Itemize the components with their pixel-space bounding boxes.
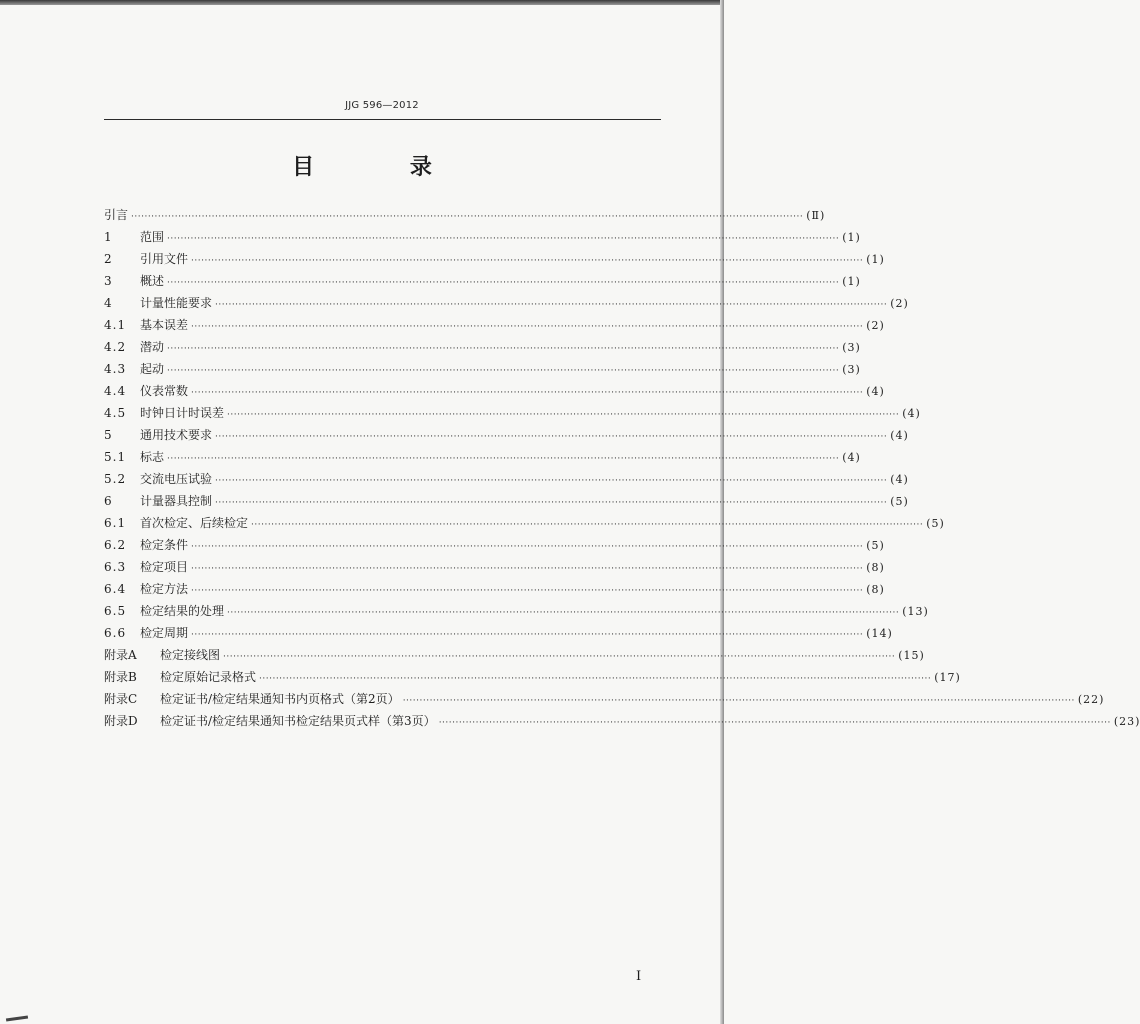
dot-leader: ········································································································································································································ <box>259 674 932 684</box>
toc-entry[interactable] <box>104 622 893 644</box>
dot-leader: ········································································································································································································ <box>227 410 900 420</box>
toc-entry-page: (4) <box>842 451 861 464</box>
toc-entry-label: 引用文件 <box>140 252 189 266</box>
scan-mark <box>6 1015 28 1021</box>
toc-entry-number: 附录D <box>104 714 138 728</box>
toc-entry-label: 检定原始记录格式 <box>160 670 257 684</box>
toc-entry-number: 6.1 <box>104 516 127 530</box>
toc-entry[interactable] <box>104 424 909 446</box>
toc-entry[interactable] <box>104 512 945 534</box>
dot-leader: ········································································································································································································ <box>215 300 888 310</box>
toc-entry-page: (4) <box>902 407 921 420</box>
toc-entry[interactable] <box>104 600 929 622</box>
toc-entry-number: 6.6 <box>104 626 127 640</box>
toc-entry-label: 潜动 <box>140 340 165 354</box>
toc-entry-page: (8) <box>866 561 885 574</box>
page-number: I <box>636 969 642 984</box>
toc-entry[interactable] <box>104 666 961 688</box>
dot-leader: ········································································································································································································ <box>251 520 924 530</box>
toc-entry-page: (1) <box>842 231 861 244</box>
toc-entry-label: 交流电压试验 <box>140 472 213 486</box>
toc-entry-label: 检定项目 <box>140 560 189 574</box>
toc-entry[interactable] <box>104 534 885 556</box>
toc-entry-number: 4.2 <box>104 340 127 354</box>
dot-leader: ········································································································································································································ <box>167 344 840 354</box>
toc-entry-number: 附录C <box>104 692 138 706</box>
toc-entry-label: 时钟日计时误差 <box>140 406 225 420</box>
running-header: JJG 596—2012 <box>345 100 419 111</box>
scan-edge-top <box>0 0 724 5</box>
dot-leader: ········································································································································································································ <box>131 212 804 222</box>
toc-entry[interactable] <box>104 248 885 270</box>
toc-entry-label: 基本误差 <box>140 318 189 332</box>
dot-leader: ········································································································································································································ <box>191 542 864 552</box>
dot-leader: ········································································································································································································ <box>191 630 864 640</box>
toc-entry-number: 4.1 <box>104 318 127 332</box>
dot-leader: ········································································································································································································ <box>191 586 864 596</box>
toc-entry-label: 引言 <box>104 208 129 222</box>
dot-leader: ········································································································································································································ <box>167 454 840 464</box>
toc-entry-number: 6.5 <box>104 604 127 618</box>
dot-leader: ········································································································································································································ <box>167 278 840 288</box>
toc-entry-page: (22) <box>1077 693 1105 706</box>
toc-entry-page: (8) <box>866 583 885 596</box>
toc-entry-label: 检定周期 <box>140 626 189 640</box>
toc-entry-number: 2 <box>104 252 113 266</box>
toc-entry[interactable] <box>104 358 861 380</box>
toc-entry-number: 附录B <box>104 670 137 684</box>
toc-entry[interactable] <box>104 292 909 314</box>
dot-leader: ········································································································································································································ <box>191 388 864 398</box>
toc-entry-number: 4.4 <box>104 384 127 398</box>
toc-entry-number: 1 <box>104 230 113 244</box>
toc-entry-label: 范围 <box>140 230 165 244</box>
header-rule <box>104 119 661 120</box>
toc-entry-label: 检定方法 <box>140 582 189 596</box>
toc-entry[interactable] <box>104 226 861 248</box>
toc-entry-number: 5 <box>104 428 113 442</box>
dot-leader: ········································································································································································································ <box>191 256 864 266</box>
toc-entry-number: 附录A <box>104 648 137 662</box>
toc-entry-page: (15) <box>898 649 925 662</box>
toc-entry-page: (3) <box>842 363 861 376</box>
toc-entry-page: (17) <box>934 671 961 684</box>
dot-leader: ········································································································································································································ <box>167 366 840 376</box>
toc-entry-page: (3) <box>842 341 861 354</box>
toc-entry-label: 检定证书/检定结果通知书内页格式（第2页） <box>160 692 400 706</box>
toc-entry-number: 6.2 <box>104 538 127 552</box>
toc-entry-page: (Ⅱ) <box>806 209 826 222</box>
toc-entry-label: 计量器具控制 <box>140 494 213 508</box>
toc-entry-label: 检定条件 <box>140 538 189 552</box>
toc-entry-label: 标志 <box>140 450 165 464</box>
toc-entry[interactable] <box>104 688 1105 710</box>
dot-leader: ········································································································································································································ <box>223 652 896 662</box>
toc-entry-page: (23) <box>1113 715 1140 728</box>
toc-entry-number: 6.3 <box>104 560 127 574</box>
dot-leader: ········································································································································································································ <box>215 432 888 442</box>
toc-entry-page: (2) <box>866 319 885 332</box>
toc-entry-label: 计量性能要求 <box>140 296 213 310</box>
toc-entry-number: 6.4 <box>104 582 127 596</box>
toc-entry-label: 检定接线图 <box>160 648 221 662</box>
dot-leader: ········································································································································································································ <box>438 718 1111 728</box>
toc-entry-label: 检定证书/检定结果通知书检定结果页式样（第3页） <box>160 714 436 728</box>
toc-entry-page: (2) <box>890 297 909 310</box>
table-of-contents <box>104 204 1140 732</box>
dot-leader: ········································································································································································································ <box>191 322 864 332</box>
dot-leader: ········································································································································································································ <box>402 696 1075 706</box>
toc-entry[interactable] <box>104 578 885 600</box>
toc-entry-page: (13) <box>902 605 929 618</box>
toc-entry[interactable] <box>104 556 885 578</box>
toc-entry-label: 首次检定、后续检定 <box>140 516 249 530</box>
toc-entry-number: 5.2 <box>104 472 127 486</box>
toc-entry[interactable] <box>104 380 885 402</box>
toc-entry-number: 6 <box>104 494 113 508</box>
dot-leader: ········································································································································································································ <box>227 608 900 618</box>
toc-entry-page: (5) <box>890 495 909 508</box>
toc-entry-page: (14) <box>866 627 893 640</box>
toc-entry[interactable] <box>104 644 925 666</box>
toc-entry[interactable] <box>104 468 909 490</box>
dot-leader: ········································································································································································································ <box>215 476 888 486</box>
toc-entry-label: 通用技术要求 <box>140 428 213 442</box>
toc-entry-label: 检定结果的处理 <box>140 604 225 618</box>
toc-entry-page: (5) <box>926 517 945 530</box>
toc-entry-number: 4.3 <box>104 362 127 376</box>
toc-entry-number: 3 <box>104 274 113 288</box>
toc-entry-label: 概述 <box>140 274 165 288</box>
toc-entry-number: 4.5 <box>104 406 127 420</box>
toc-entry-page: (1) <box>842 275 861 288</box>
toc-entry[interactable] <box>104 336 861 358</box>
toc-entry-label: 仪表常数 <box>140 384 189 398</box>
page-title: 目 录 <box>292 155 476 180</box>
toc-entry[interactable] <box>104 270 861 292</box>
toc-entry[interactable] <box>104 314 885 336</box>
dot-leader: ········································································································································································································ <box>191 564 864 574</box>
toc-entry[interactable] <box>104 204 826 226</box>
toc-entry-page: (5) <box>866 539 885 552</box>
toc-entry-label: 起动 <box>140 362 165 376</box>
dot-leader: ········································································································································································································ <box>215 498 888 508</box>
dot-leader: ········································································································································································································ <box>167 234 840 244</box>
toc-entry[interactable] <box>104 490 909 512</box>
toc-entry-number: 5.1 <box>104 450 127 464</box>
toc-entry[interactable] <box>104 446 861 468</box>
toc-entry-number: 4 <box>104 296 113 310</box>
toc-entry[interactable] <box>104 710 1140 732</box>
toc-entry-page: (1) <box>866 253 885 266</box>
toc-entry-page: (4) <box>890 473 909 486</box>
toc-entry[interactable] <box>104 402 921 424</box>
toc-entry-page: (4) <box>866 385 885 398</box>
toc-entry-page: (4) <box>890 429 909 442</box>
